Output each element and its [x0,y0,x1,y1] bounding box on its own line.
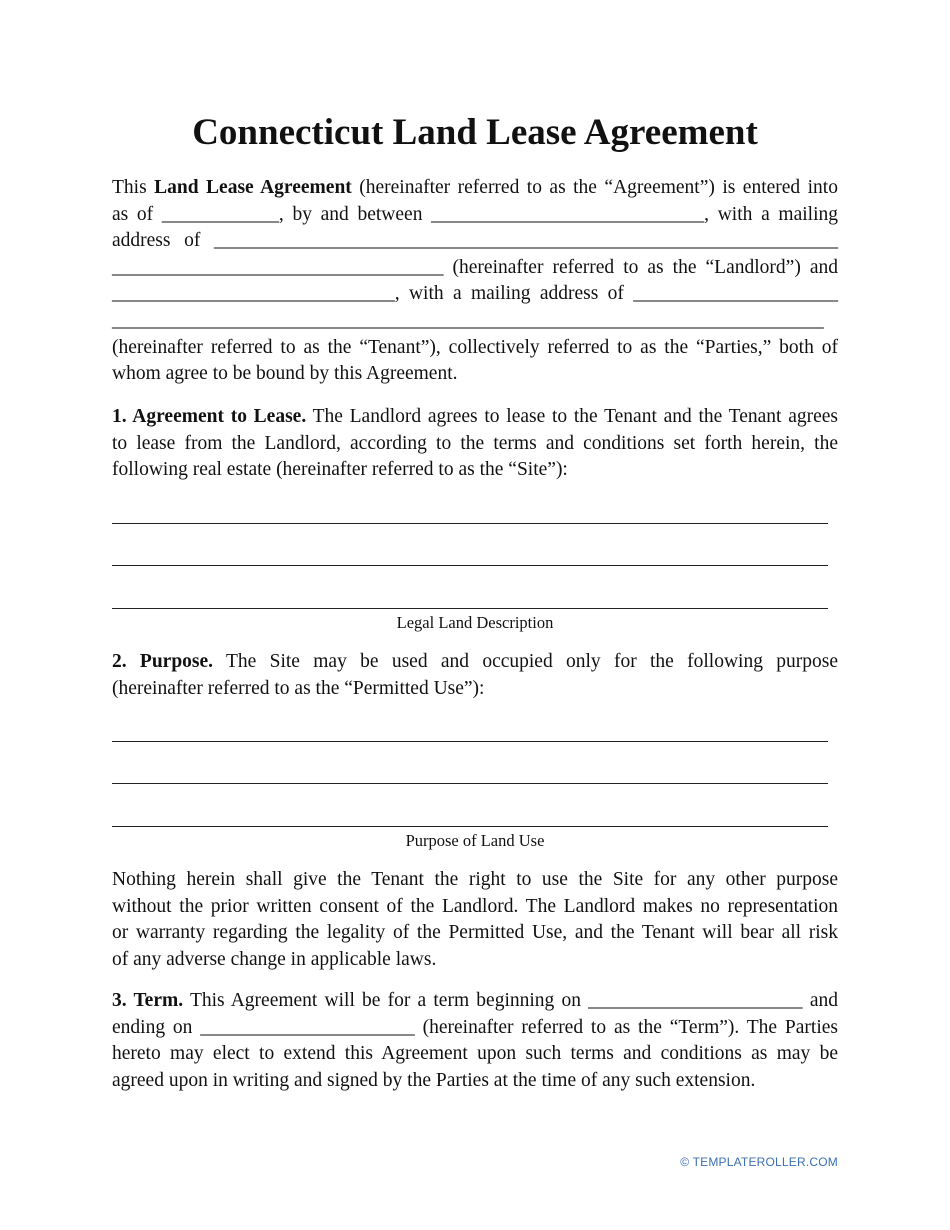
paragraph-line: of any adverse change in applicable laws. [112,948,437,970]
section-line: 1. Agreement to Lease. The Landlord agrees to lease to the Tenant and the Tenant agrees [112,406,838,427]
land-use-blank[interactable] [112,826,828,827]
section-line: following real estate (hereinafter referred to as the “Site”): [112,459,568,481]
section-agreement-to-lease [112,404,838,484]
intro-paragraph [112,175,838,388]
section-line: to lease from the Landlord, according to the terms and conditions set forth herein, the [112,432,838,454]
land-use-blank[interactable] [112,741,828,742]
section-term [112,988,838,1094]
footer-copyright-link[interactable]: © TEMPLATEROLLER.COM [680,1155,838,1169]
section-heading: 1. Agreement to Lease. [112,406,307,427]
permitted-use-paragraph [112,867,838,973]
section-purpose [112,649,838,702]
agreement-name: Land Lease Agreement [154,177,352,198]
land-description-caption: Legal Land Description [396,613,554,632]
section-line: ending on ______________________ (hereinafter referred to as the “Term”). The Parties [112,1016,838,1038]
section-line: hereto may elect to extend this Agreement upon such terms and conditions as may be [112,1043,838,1065]
intro-line: __________________________________ (hereinafter referred to as the “Landlord”) and [112,256,838,278]
section-heading: 3. Term. [112,990,184,1011]
paragraph-line: or warranty regarding the legality of the Permitted Use, and the Tenant will bear all risk [112,922,838,944]
section-line: 2. Purpose. The Site may be used and occupied only for the following purpose [112,651,839,672]
section-line: agreed upon in writing and signed by the Parties at the time of any such extension. [112,1069,756,1091]
intro-line: whom agree to be bound by this Agreement. [112,363,458,385]
intro-line: as of ____________, by and between ____________________________, with a mailing [112,203,838,225]
paragraph-line: without the prior written consent of the Landlord. The Landlord makes no representation [112,895,838,917]
section-line: 3. Term. This Agreement will be for a term beginning on ______________________ and [112,990,838,1011]
intro-line: _________________________________________________________________________ [112,309,824,331]
intro-line: address of ________________________________________________________________ [112,230,838,252]
land-description-blank[interactable] [112,523,828,524]
document-title: Connecticut Land Lease Agreement [192,112,758,153]
land-use-caption: Purpose of Land Use [405,831,545,850]
land-use-blank[interactable] [112,783,828,784]
intro-line: _____________________________, with a mailing address of _____________________ [112,283,838,305]
section-line: (hereinafter referred to as the “Permitted Use”): [112,677,485,699]
land-description-blank[interactable] [112,608,828,609]
intro-line: This Land Lease Agreement (hereinafter referred to as the “Agreement”) is entered into [112,177,838,198]
section-heading: 2. Purpose. [112,651,214,672]
land-description-blank[interactable] [112,565,828,566]
intro-line: (hereinafter referred to as the “Tenant”), collectively referred to as the “Parties,” both of [112,336,838,358]
paragraph-line: Nothing herein shall give the Tenant the right to use the Site for any other purpose [112,869,838,890]
